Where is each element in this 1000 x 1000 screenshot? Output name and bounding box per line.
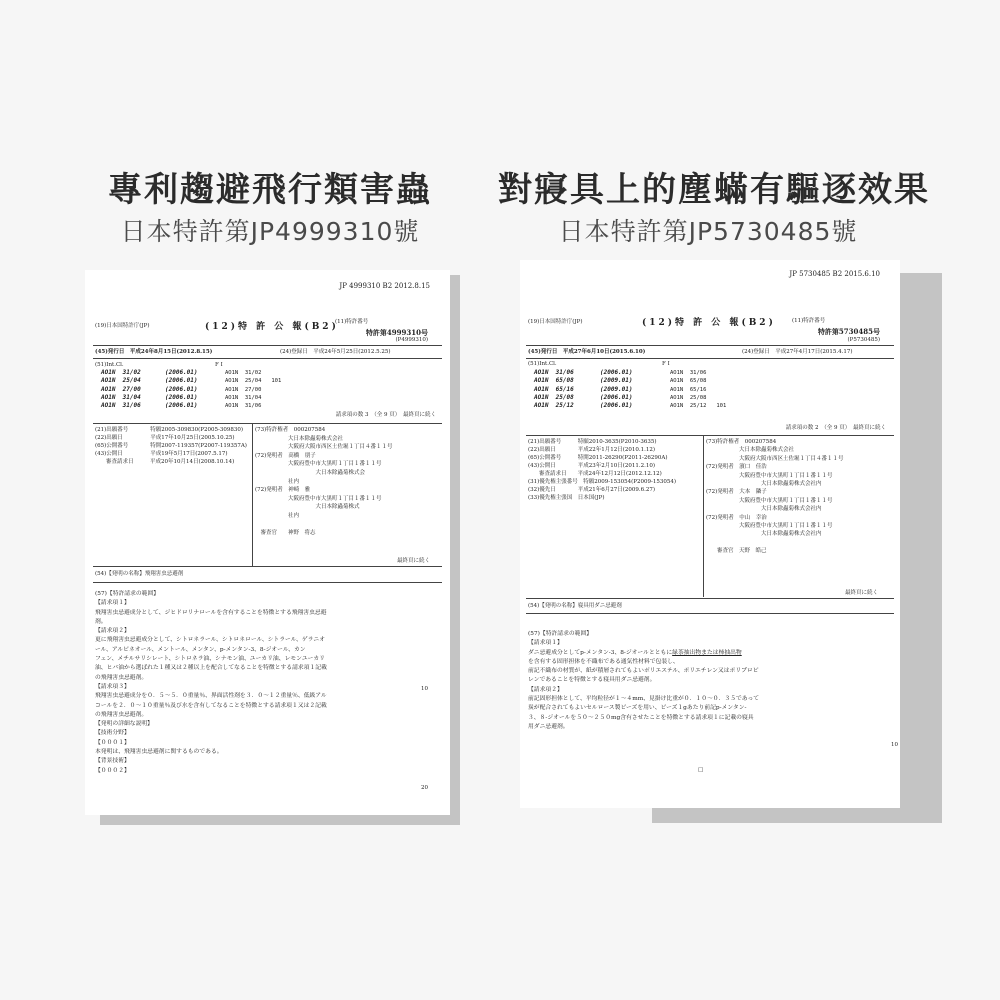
claim-line: 【請求項１】 (528, 640, 563, 647)
class-dates: (2006.01) (2009.01) (2009.01) (2006.01) (2006.01) (600, 369, 633, 410)
fi-label: F I (215, 362, 223, 368)
page-mark: □ (698, 767, 704, 773)
parties: (73)特許権者 000207584 大日本除蟲菊株式会社 大阪府大阪市西区土佐堀１丁目４番１１号 (72)発明者 高橋 朋子 大阪府豊中市大黒町１丁目１番１１号 大日本除蟲菊株式会 社内 (72)発明者 神崎 雅 大阪府豊中市大黒町１丁目１番１１号 大日本除蟲菊株式 社内 審査官 神野 将志 (255, 427, 393, 537)
claim-text: ダニ忌避成分としてp-メンタン-3、8-ジオールとともに (528, 649, 673, 656)
claim-line: 剤。 (95, 618, 107, 625)
claim-line: を含有する固形担体を不織布である通気性材料で包装し、 (528, 658, 679, 665)
class-codes: AO1N 31/06 AO1N 65/08 AO1N 65/16 AO1N 25/08 AO1N 25/12 (534, 369, 574, 410)
claim-line: ３、８-ジオールを５０～２５０mg含有させたことを特徴とする請求項１に記載の寝具 (528, 714, 754, 721)
rule (93, 566, 442, 567)
claim-line: 油、ヒバ油から選ばれた１種又は２種以上を配合してなることを特徴とする請求項１記載 (95, 665, 327, 672)
right-patent-page (520, 260, 900, 808)
claim-line: (57)【特許請求の範囲】 (528, 631, 593, 637)
claim-line: 【背景技術】 (95, 758, 130, 765)
fi-codes: AO1N 31/02 AO1N 25/04 101 AO1N 27/00 AO1N 31/04 AO1N 31/06 (225, 370, 282, 410)
rule (93, 345, 442, 346)
patent-line: JP 5730485 B2 2015.6.10 (789, 270, 880, 278)
rule (526, 345, 894, 346)
class-codes: AO1N 31/02 AO1N 25/04 AO1N 27/00 AO1N 31/04 AO1N 31/06 (101, 369, 141, 410)
parties: (73)特許権者 000207584 大日本除蟲菊株式会社 大阪府大阪市西区土佐堀１丁目４番１１号 (72)発明者 濱口 佳浩 大阪府豊中市大黒町１丁目１番１１号 大日本除蟲菊株式会社内 (72)発明者 大本 隣子 大阪府豊中市大黒町１丁目１番１１号 大日本除蟲菊株式会社内 (72)発明者 中山 幸治 大阪府豊中市大黒町１丁目１番１１号 大日本除蟲菊株式会社内 審査官 天野 皓己 (706, 439, 844, 555)
claim-line: の飛翔害虫忌避剤。 (95, 711, 148, 718)
line-number-10: 10 (421, 686, 428, 692)
right-subtitle: 日本特許第JP5730485號 (558, 217, 858, 246)
claim-line: 本発明は、飛翔害虫忌避剤に関するものである。 (95, 749, 223, 756)
claim-line: 前記不織布の材質が、紙が積層されてもよいポリエステル、ポリエチレン又はポリプロピ (528, 668, 759, 675)
claim-line: レンであることを特徴とする寝具用ダニ忌避剤。 (528, 677, 656, 684)
patent-number-label: (11)特許番号 (792, 318, 826, 324)
claim-line: 【０００２】 (95, 767, 130, 774)
rule (526, 598, 894, 599)
claim-line: コールを２．０～１０重量％及び水を含有してなることを特徴とする請求項１又は２記載 (95, 702, 327, 709)
biblio-left: (21)出願番号 特願2010-3635(P2010-3635) (22)出願日 平成22年1月12日(2010.1.12) (65)公開番号 特開2011-26290(P2011-26290A) (43)公開日 平成23年2月10日(2011.2.10) 審査請求日 平成24年12月12日(2012.12.12) (31)優先権主張番号 特願2009-153054(P2009-153054) (32)優先日 平成21年6月27日(2009.6.27) (33)優先権主張国 日本国(JP) (528, 439, 676, 501)
claim-line: 更に飛翔害虫忌避成分として、シトロネラール、シトロネロール、シトラール、ゲラニオ (95, 637, 326, 644)
left-patent-page (85, 270, 450, 815)
rule (93, 582, 442, 583)
claim-line: 【請求項２】 (528, 686, 563, 693)
claim-line: 【請求項１】 (95, 600, 130, 607)
continued-note: 最終頁に続く (396, 558, 430, 564)
office-label: (19)日本国特許庁(JP) (528, 319, 583, 325)
claim-line: 【発明の詳細な説明】 (95, 721, 153, 728)
rule (252, 423, 253, 566)
claim-line: 【技術分野】 (95, 730, 130, 737)
rule (526, 358, 894, 359)
patent-number: 特許第4999310号 (365, 328, 428, 337)
registration-date: (24)登録日 平成24年5月25日(2012.5.25) (280, 349, 391, 355)
claim-line: ール、アルピネオール、メントール、メンタン、p-メンタン-3、8-ジオール、カン (95, 646, 306, 653)
fi-label: F I (662, 361, 670, 367)
issue-date: (45)発行日 平成27年6月10日(2015.6.10) (528, 349, 646, 355)
office-label: (19)日本国特許庁(JP) (95, 323, 150, 329)
left-title: 專利趨避飛行類害蟲 (108, 170, 432, 210)
claims-count: 請求項の数 3 （全 9 頁） 最終頁に続く (335, 412, 436, 418)
invention-title: (54)【発明の名称】寝具用ダニ忌避剤 (528, 603, 622, 609)
issue-date: (45)発行日 平成24年8月15日(2012.8.15) (95, 349, 213, 355)
rule (93, 358, 442, 359)
claim-line: 【０００１】 (95, 739, 130, 746)
rule (526, 613, 894, 614)
patent-number: 特許第5730485号 (817, 327, 880, 336)
claim-line: 用ダニ忌避剤。 (528, 723, 569, 730)
claim-line: フェン、メチルサリシレート、シトロネラ油、シナモン油、ユーカリ油、レモンユーカリ (95, 656, 325, 663)
claim-line: 飛翔害虫忌避成分を０．５～５．０重量％、界面活性剤を３．０～１２重量％、低級アル (95, 693, 327, 700)
rule (93, 423, 442, 424)
claim-line: 炭が配合されてもよいセルロース製ビーズを用い、ビーズ１gあたり前記p-メンタン- (528, 705, 747, 712)
claims-body (95, 590, 423, 776)
patent-number-paren: (P4999310) (395, 337, 428, 343)
biblio-left: (21)出願番号 特願2005-309830(P2005-309830) (22)出願日 平成17年10月25日(2005.10.25) (65)公開番号 特開2007-119357(P2007-119357A) (43)公開日 平成19年5月17日(2007.5.17) 審査請求日 平成20年10月14日(2008.10.14) (95, 427, 247, 465)
intcl-label: (51)Int.Cl. (528, 361, 557, 367)
right-heading (498, 168, 930, 250)
left-heading (60, 168, 480, 250)
rule (526, 435, 894, 436)
patent-line: JP 4999310 B2 2012.8.15 (339, 282, 430, 290)
rule (703, 435, 704, 597)
kind-label: (12)特 許 公 報(B2) (642, 318, 776, 328)
claim-line: 飛翔害虫忌避成分として、ジヒドロリナロールを含有することを特徴とする飛翔害虫忌避 (95, 609, 327, 616)
claim-underlined-text: 緑茶抽出物または柿抽出物 (672, 649, 742, 656)
claim-line: 【請求項２】 (95, 628, 130, 635)
kind-label: (12)特 許 公 報(B2) (205, 322, 339, 332)
registration-date: (24)登録日 平成27年4月17日(2015.4.17) (742, 349, 853, 355)
patent-number-label: (11)特許番号 (335, 319, 369, 325)
class-dates: (2006.01) (2006.01) (2006.01) (2006.01) (2006.01) (165, 369, 198, 410)
intcl-label: (51)Int.Cl. (95, 362, 124, 368)
right-title: 對寢具上的塵蟎有驅逐效果 (498, 170, 930, 210)
left-subtitle: 日本特許第JP4999310號 (120, 217, 420, 246)
continued-note: 最終頁に続く (844, 590, 878, 596)
line-number-10: 10 (891, 742, 898, 748)
claim-line: 【請求項３】 (95, 683, 130, 690)
fi-codes: AO1N 31/06 AO1N 65/08 AO1N 65/16 AO1N 25/08 AO1N 25/12 101 (670, 370, 727, 410)
patent-number-paren: (P5730485) (847, 337, 880, 343)
claim-line: の飛翔害虫忌避剤。 (95, 674, 148, 681)
claim-line: 前記固形担体として、平均粒径が１～４mm、見掛け比重が０．１０～０．３５であって (528, 696, 760, 703)
line-number-20: 20 (421, 785, 428, 791)
claims-body (528, 630, 880, 732)
claim-line (528, 649, 880, 658)
claim-line: (57)【特許請求の範囲】 (95, 591, 160, 597)
invention-title: (54)【発明の名称】飛翔害虫忌避剤 (95, 571, 184, 577)
claims-count: 請求項の数 2 （全 9 頁） 最終頁に続く (785, 425, 886, 431)
